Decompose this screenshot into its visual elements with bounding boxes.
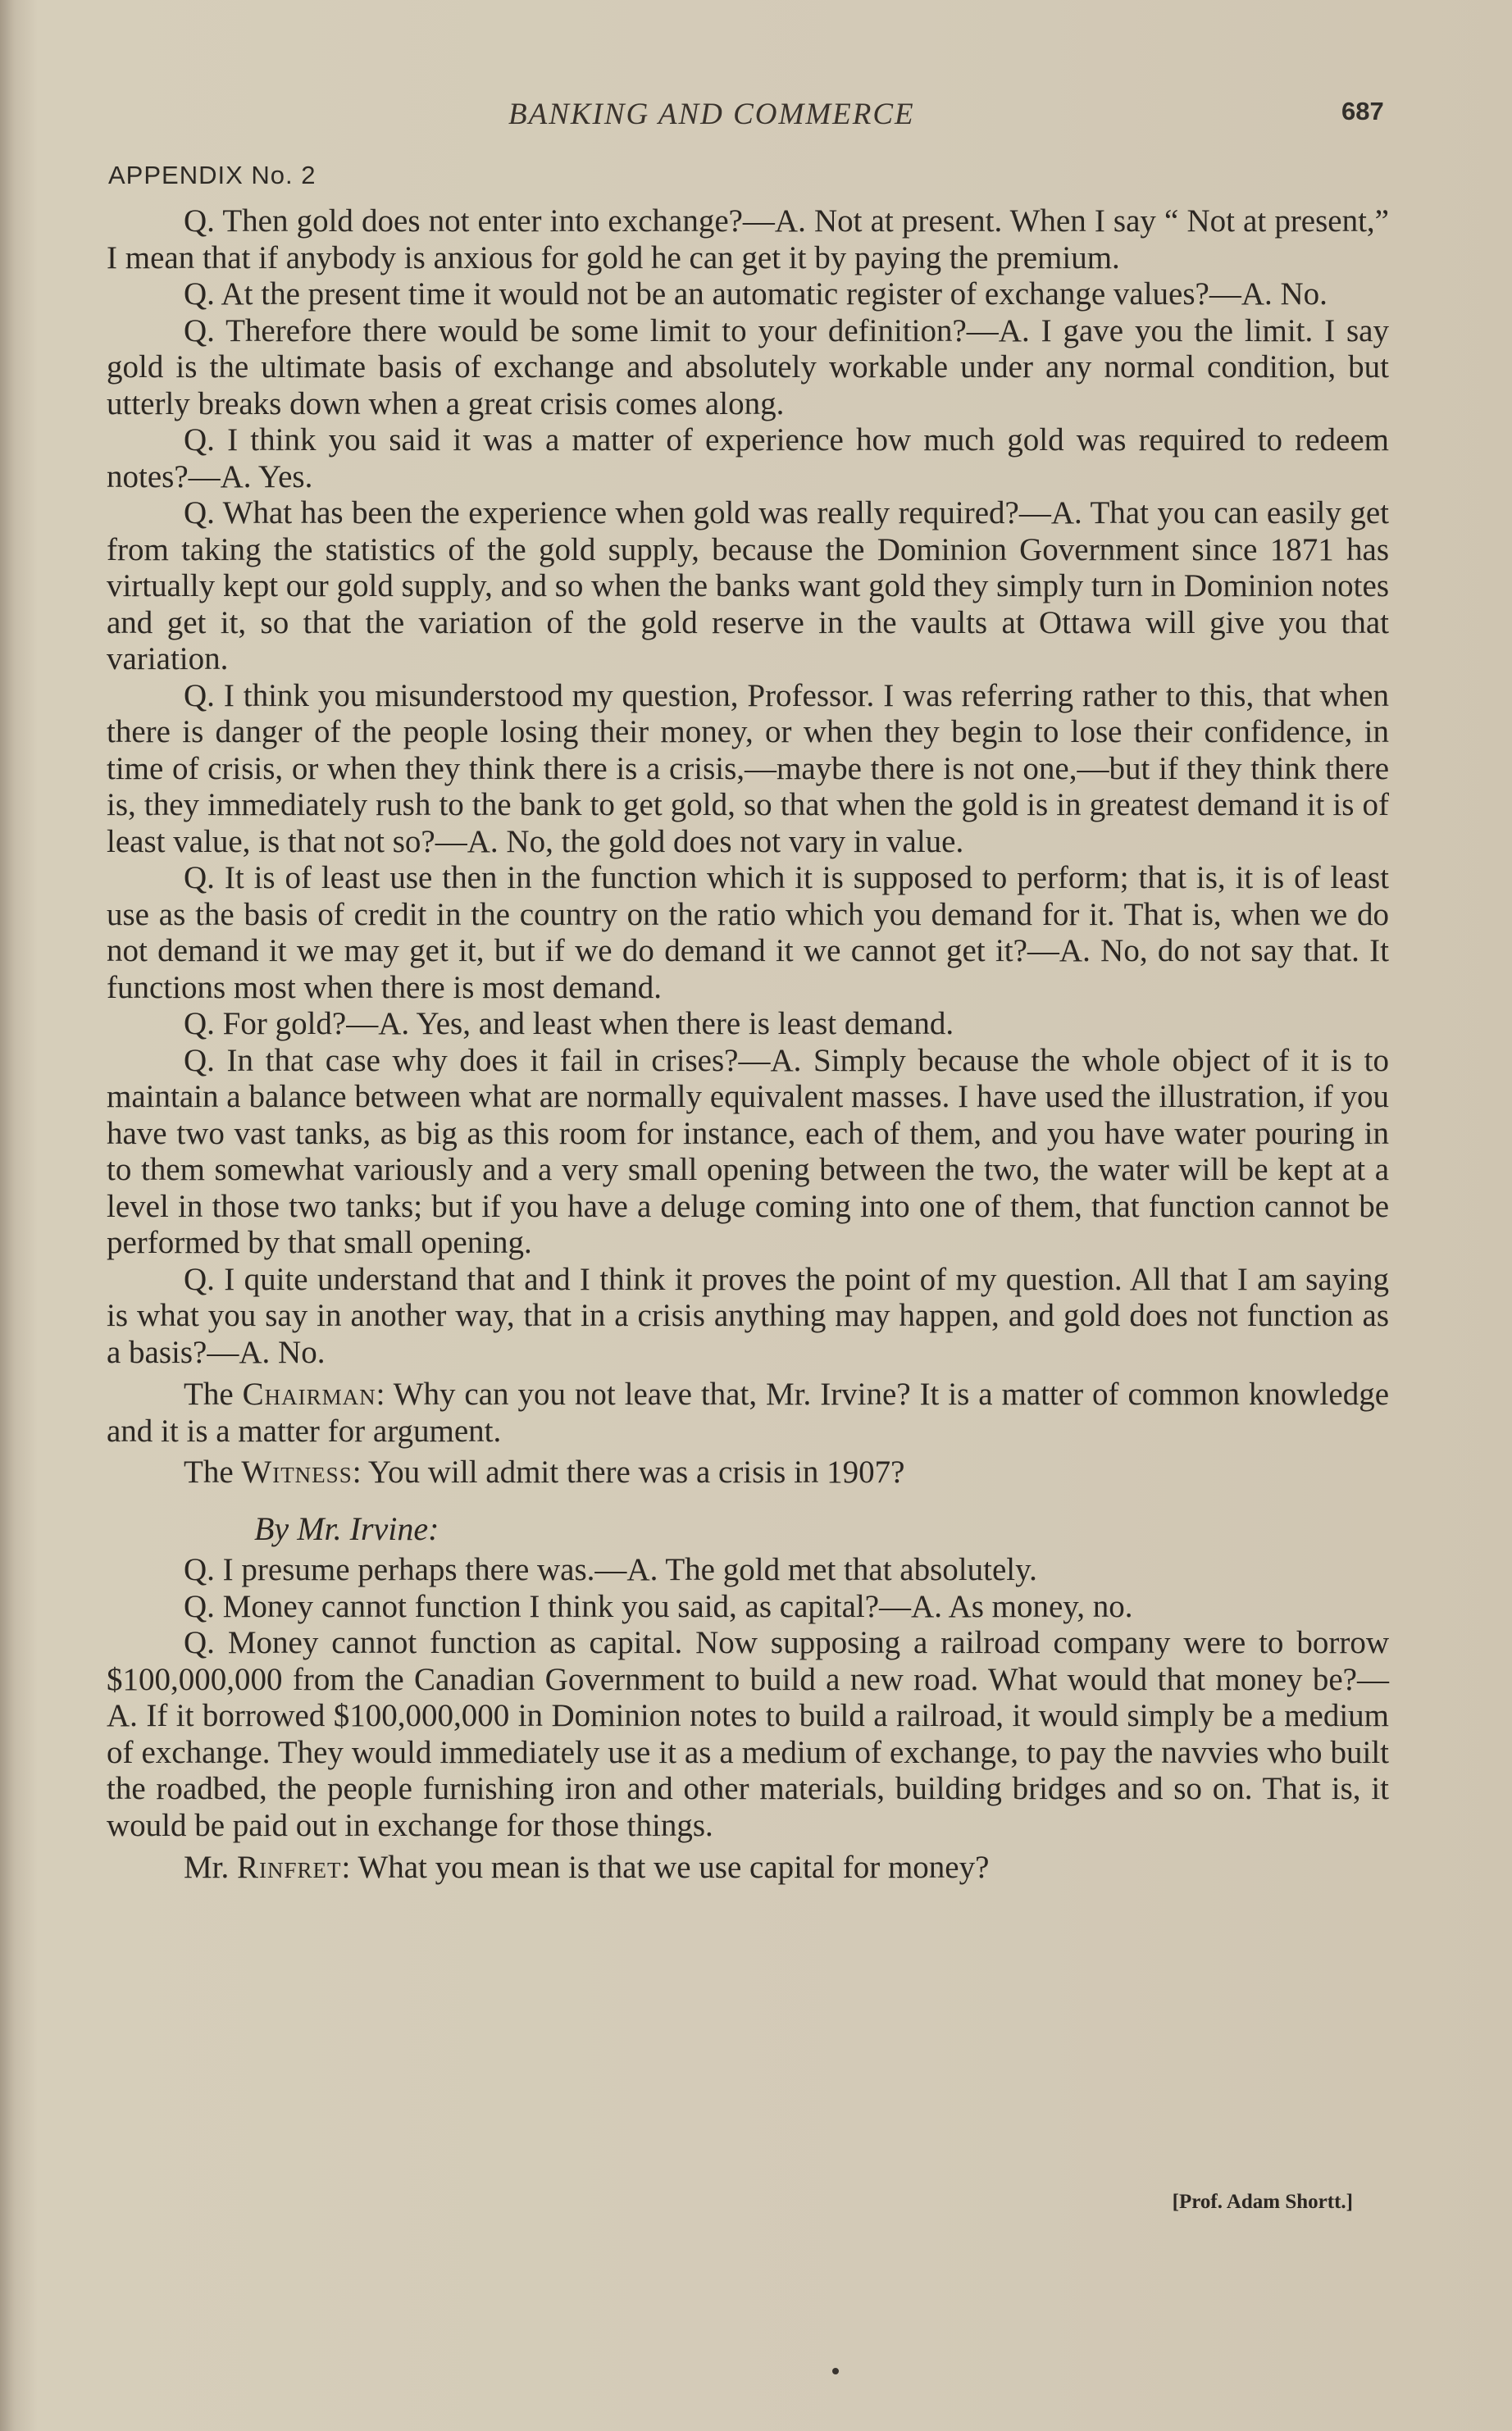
statement-text: : What you mean is that we use capital for money? (341, 1850, 990, 1885)
paragraph: Q. Therefore there would be some limit to your definition?—A. I gave you the limit. I say gold is the ultimate basis of exchange and absolutely workable under any normal condition, but utterly breaks down when a great crisis comes along. (107, 312, 1389, 421)
paragraph: Q. Then gold does not enter into exchange?—A. Not at present. When I say “ Not at present,” I mean that if anybody is anxious for gold he can get it by paying the premium. (107, 203, 1389, 275)
paragraph: Q. I presume perhaps there was.—A. The gold met that absolutely. (184, 1552, 1037, 1587)
statement-text: : Why can you not leave that, Mr. Irvine? It is a matter of common knowledge and it is a matter for argument. (107, 1377, 1390, 1449)
paragraph: Q. Money cannot function I think you said, as capital?—A. As money, no. (184, 1588, 1133, 1624)
examiner-subheading: By Mr. Irvine: (254, 1509, 439, 1547)
speaker-name: Chairman (242, 1377, 376, 1412)
page-number: 687 (1341, 97, 1384, 125)
speaker-prefix: Mr. (184, 1850, 238, 1885)
paragraph: Q. Money cannot function as capital. Now supposing a railroad company were to borrow $100,000,000 from the Canadian Government to build a new road. What would that money be?—A. If it borrowed $100,000,000 in Dominion notes to build a railroad, it would simply be a medium of exchange. They would immediately use it as a medium of exchange, to pay the navvies who built the roadbed, the people furnishing iron and other materials, building bridges and so on. That is, it would be paid out in exchange for those things. (107, 1625, 1389, 1843)
witness-statement (107, 1455, 1389, 1491)
paragraph: Q. In that case why does it fail in crises?—A. Simply because the whole object of it is to maintain a balance between what are normally equivalent masses. I have used the illustration, if you have two vast tanks, as big as this room for instance, each of them, and you have water pouring in to them somewhat variously and a very small opening between the two, the water will be kept at a level in those two tanks; but if you have a deluge coming into one of them, that function cannot be performed by that small opening. (107, 1042, 1389, 1260)
speaker-name: Rinfret (237, 1850, 342, 1885)
paragraph: Q. What has been the experience when gold was really required?—A. That you can easily get from taking the statistics of the gold supply, because the Dominion Government since 1871 has virtually kept our gold supply, and so when the banks want gold they simply turn in Dominion notes and get it, so that the variation of the gold reserve in the vaults at Ottawa will give you that variation. (107, 495, 1389, 676)
speaker-name: Witness (241, 1455, 353, 1490)
paragraph: Q. I think you misunderstood my question, Professor. I was referring rather to this, that when there is danger of the people losing their money, or when they begin to lose their confidence, in time of crisis, or when they think there is a crisis,—maybe there is not one,—but if they think there is, they immediately rush to the bank to get gold, so that when the gold is in greatest demand it is of least value, is that not so?—A. No, the gold does not vary in value. (107, 677, 1389, 859)
attribution: [Prof. Adam Shortt.] (1172, 2191, 1353, 2213)
chairman-statement (107, 1377, 1389, 1450)
paragraph: Q. It is of least use then in the function which it is supposed to perform; that is, it is of least use as the basis of credit in the country on the ratio which you demand for it. That is, when we do not demand it we may get it, but if we do demand it we cannot get it?—A. No, do not say that. It functions most when there is most demand. (107, 860, 1389, 1005)
running-title: BANKING AND COMMERCE (508, 98, 915, 131)
paragraph: Q. At the present time it would not be an automatic register of exchange values?—A. No. (184, 276, 1328, 312)
rinfret-statement (107, 1850, 1389, 1887)
paragraph: Q. I think you said it was a matter of experience how much gold was required to redeem notes?—A. Yes. (107, 422, 1389, 494)
paragraph: Q. For gold?—A. Yes, and least when there is least demand. (184, 1006, 954, 1041)
paragraph: Q. I quite understand that and I think it proves the point of my question. All that I am saying is what you say in another way, that in a crisis anything may happen, and gold does not function as a basis?—A. No. (107, 1261, 1389, 1370)
statement-text: : You will admit there was a crisis in 1907? (352, 1455, 905, 1490)
speaker-prefix: The (184, 1377, 243, 1412)
appendix-label: APPENDIX No. 2 (108, 161, 317, 189)
body-text (107, 203, 1389, 1887)
running-header (0, 97, 1512, 146)
ink-speck (832, 2368, 839, 2374)
speaker-prefix: The (184, 1455, 242, 1490)
